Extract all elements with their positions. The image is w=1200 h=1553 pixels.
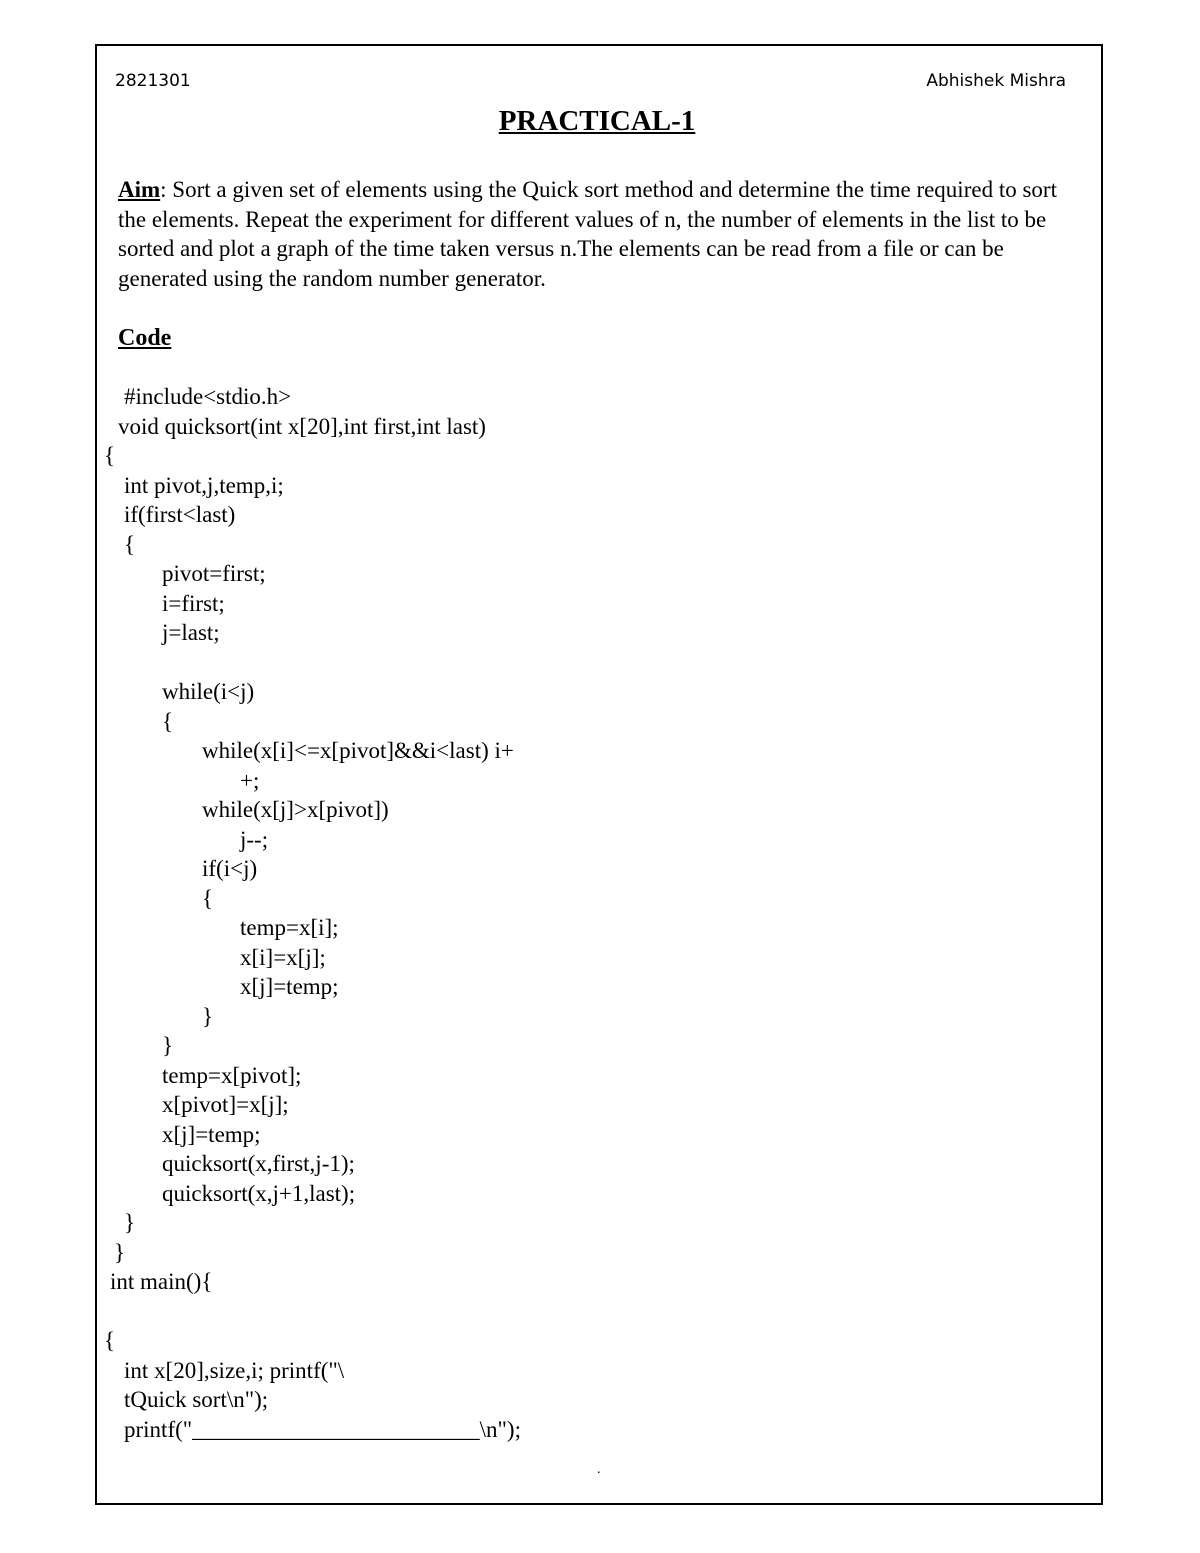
code-line: while(x[i]<=x[pivot]&&i<last) i+	[202, 738, 514, 763]
code-line: temp=x[pivot];	[162, 1063, 302, 1088]
code-line: x[i]=x[j];	[240, 945, 326, 970]
code-line: if(i<j)	[202, 856, 258, 881]
page-title-text: PRACTICAL-1	[498, 105, 696, 137]
code-line: +;	[240, 768, 260, 793]
code-line: pivot=first;	[162, 561, 266, 586]
code-line: x[j]=temp;	[162, 1122, 261, 1147]
code-line: {	[104, 443, 116, 468]
code-line: }	[202, 1004, 214, 1029]
code-line: int main(){	[110, 1269, 213, 1294]
code-line: }	[114, 1240, 126, 1265]
code-line: void quicksort(int x[20],int first,int last)	[118, 414, 486, 439]
code-line: int x[20],size,i; printf("\	[124, 1358, 345, 1383]
code-line: while(x[j]>x[pivot])	[202, 797, 389, 822]
code-line: {	[104, 1328, 116, 1353]
code-line: j=last;	[162, 620, 220, 645]
code-line: while(i<j)	[162, 679, 255, 704]
header-author: Abhishek Mishra	[926, 71, 1066, 91]
code-line: i=first;	[162, 591, 225, 616]
code-line: {	[124, 532, 136, 557]
page-title	[0, 104, 1200, 138]
code-line: quicksort(x,first,j-1);	[162, 1151, 355, 1176]
footer-mark: .	[597, 1462, 601, 1477]
code-line: {	[202, 886, 214, 911]
code-line: #include<stdio.h>	[124, 384, 292, 409]
code-line: if(first<last)	[124, 502, 236, 527]
code-line: }	[124, 1210, 136, 1235]
header-id-number: 2821301	[115, 71, 191, 91]
code-line: temp=x[i];	[240, 915, 339, 940]
code-heading: Code	[118, 325, 172, 351]
code-line: int pivot,j,temp,i;	[124, 473, 284, 498]
code-line: printf("_________________________\n");	[124, 1417, 521, 1442]
code-line: j--;	[240, 827, 269, 852]
code-line: x[pivot]=x[j];	[162, 1092, 289, 1117]
aim-label: Aim	[118, 177, 161, 202]
code-line: {	[162, 709, 174, 734]
code-line: }	[162, 1033, 174, 1058]
code-line: quicksort(x,j+1,last);	[162, 1181, 356, 1206]
aim-text: : Sort a given set of elements using the Quick sort method and determine the time required to sort the elements. Repeat the experiment for different values of n, the number of elements in the list to be sorted and plot a graph of the time taken versus n.The elements can be read from a file or can be generated using the random number generator.	[118, 177, 1057, 291]
code-line: tQuick sort\n");	[124, 1387, 269, 1412]
aim-paragraph	[118, 175, 1078, 293]
code-line: x[j]=temp;	[240, 974, 339, 999]
